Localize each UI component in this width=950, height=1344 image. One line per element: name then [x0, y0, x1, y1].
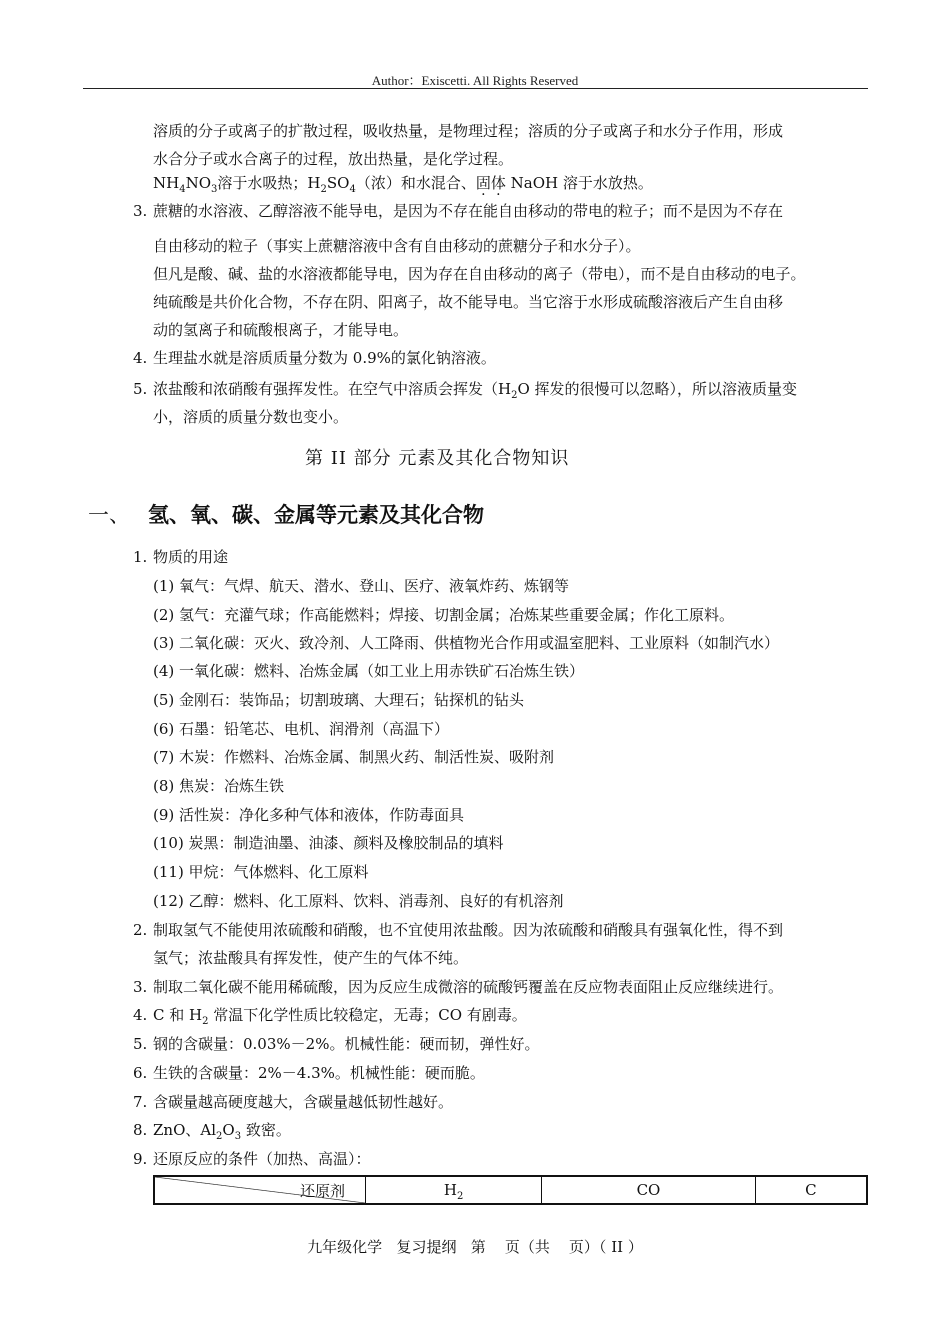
item-number: 9.: [133, 1150, 148, 1168]
page-header: Author：Exiscetti. All Rights Reserved: [371, 73, 579, 88]
paragraph-line: [153, 1120, 291, 1143]
item-number: 5.: [133, 1035, 148, 1053]
text-run: H: [443, 1181, 457, 1199]
list-item: (3) 二氧化碳：灭火、致冷剂、人工降雨、供植物光合作用或温室肥料、工业原料（如制汽水）: [153, 634, 780, 652]
subscript: 2: [216, 1131, 223, 1142]
formula-line: [153, 173, 653, 196]
text-run: （浓）和水混合、: [355, 174, 476, 192]
paragraph-line: 还原反应的条件（加热、高温）：: [153, 1150, 371, 1168]
list-item: (8) 焦炭：冶炼生铁: [153, 777, 285, 795]
list-item: (7) 木炭：作燃料、冶炼金属、制黑火药、制活性炭、吸附剂: [153, 748, 555, 766]
subscript: 2: [202, 1016, 209, 1027]
text-run: NH: [153, 174, 180, 192]
text-run: NO: [185, 174, 212, 192]
reducing-agent-table: [153, 1175, 868, 1205]
paragraph-line: 生铁的含碳量：2%－4.3%。机械性能：硬而脆。: [153, 1064, 485, 1082]
text-run: NaOH 溶于水放热。: [505, 174, 653, 192]
paragraph-line: 自由移动的粒子（事实上蔗糖溶液中含有自由移动的蔗糖分子和水分子）。: [153, 237, 641, 255]
item-number: 2.: [133, 921, 148, 939]
table-header-cell: C: [755, 1176, 867, 1204]
text-run: C 和 H: [153, 1006, 203, 1024]
text-run: 常温下化学性质比较稳定，无毒；CO 有剧毒。: [208, 1006, 527, 1024]
subscript: 2: [511, 390, 518, 401]
subscript: 3: [234, 1131, 242, 1142]
paragraph-line: 制取氢气不能使用浓硫酸和硝酸，也不宜使用浓盐酸。因为浓硫酸和硝酸具有强氧化性，得不到: [153, 921, 784, 939]
table-header-cell: CO: [542, 1176, 755, 1204]
subscript: 2: [456, 1191, 464, 1202]
chapter-heading: [88, 499, 484, 529]
section-title: 第 II 部分 元素及其化合物知识: [305, 448, 570, 469]
text-run: SO: [326, 174, 350, 192]
item-number: 4.: [133, 1006, 148, 1024]
list-item: (9) 活性炭：净化多种气体和液体，作防毒面具: [153, 806, 465, 824]
emphasis-dot-char: 固: [475, 174, 491, 192]
list-item: (2) 氢气：充灌气球；作高能燃料；焊接、切割金属；冶炼某些重要金属；作化工原料。: [153, 606, 735, 624]
list-item: (4) 一氧化碳：燃料、冶炼金属（如工业上用赤铁矿石冶炼生铁）: [153, 662, 585, 680]
table-header-cell: [366, 1176, 542, 1204]
item-number: 8.: [133, 1121, 148, 1139]
paragraph-line: 动的氢离子和硫酸根离子，才能导电。: [153, 321, 409, 339]
list-item: (6) 石墨：铅笔芯、电机、润滑剂（高温下）: [153, 720, 450, 738]
item-number: 3.: [133, 202, 148, 220]
item-number: 5.: [133, 380, 148, 398]
item-number: 4.: [133, 349, 148, 367]
text-run: 致密。: [241, 1121, 291, 1139]
page-footer: 九年级化学 复习提纲 第 页（共 页）（ II ）: [307, 1238, 643, 1256]
paragraph-line: 钢的含碳量：0.03%－2%。机械性能：硬而韧，弹性好。: [153, 1035, 540, 1053]
text-run: 浓盐酸和浓硝酸有强挥发性。在空气中溶质会挥发（H: [153, 380, 512, 398]
text-run: 溶于水吸热；H: [217, 174, 321, 192]
item-number: 7.: [133, 1093, 148, 1111]
paragraph-line: 但凡是酸、碱、盐的水溶液都能导电，因为存在自由移动的离子（带电），而不是自由移动的电子。: [153, 265, 806, 283]
subscript: 2: [320, 184, 327, 195]
list-item: (5) 金刚石：装饰品；切割玻璃、大理石；钻探机的钻头: [153, 691, 525, 709]
item-number: 3.: [133, 978, 148, 996]
subscript: 4: [179, 184, 186, 195]
header-rule: [83, 88, 868, 89]
list-item: (11) 甲烷：气体燃料、化工原料: [153, 863, 369, 881]
paragraph-line: 含碳量越高硬度越大，含碳量越低韧性越好。: [153, 1093, 454, 1111]
paragraph-line: 蔗糖的水溶液、乙醇溶液不能导电，是因为不存在能自由移动的带电的粒子；而不是因为不存在: [153, 202, 784, 220]
heading-number: 一、: [88, 503, 130, 527]
paragraph-line: 生理盐水就是溶质质量分数为 0.9%的氯化钠溶液。: [153, 349, 496, 367]
text-run: ZnO、Al: [153, 1121, 217, 1139]
paragraph-line: 小，溶质的质量分数也变小。: [153, 408, 349, 426]
item-number: 6.: [133, 1064, 148, 1082]
emphasis-dot-char: 体: [490, 174, 506, 192]
table-row: [154, 1176, 867, 1204]
subscript: 3: [211, 184, 218, 195]
list-item: (12) 乙醇：燃料、化工原料、饮料、消毒剂、良好的有机溶剂: [153, 892, 564, 910]
paragraph-line: [153, 1005, 527, 1028]
list-item: (10) 炭黑：制造油墨、油漆、颜料及橡胶制品的填料: [153, 834, 504, 852]
list-item: (1) 氧气：气焊、航天、潜水、登山、医疗、液氧炸药、炼钢等: [153, 577, 570, 595]
paragraph-line: 氢气；浓盐酸具有挥发性，使产生的气体不纯。: [153, 949, 469, 967]
heading-text: 氢、氧、碳、金属等元素及其化合物: [148, 502, 484, 527]
diagonal-header-cell: 还原剂: [154, 1176, 366, 1204]
paragraph-line: 纯硫酸是共价化合物，不存在阴、阳离子，故不能导电。当它溶于水形成硫酸溶液后产生自由移: [153, 293, 784, 311]
list-title: 物质的用途: [153, 548, 229, 566]
item-number: 1.: [133, 548, 148, 566]
subscript: 4: [349, 184, 356, 195]
paragraph-line: 水合分子或水合离子的过程，放出热量，是化学过程。: [153, 150, 514, 168]
paragraph-line: 制取二氧化碳不能用稀硫酸，因为反应生成微溶的硫酸钙覆盖在反应物表面阻止反应继续进行。: [153, 978, 784, 996]
text-run: O 挥发的很慢可以忽略），所以溶液质量变: [517, 380, 798, 398]
paragraph-line: [153, 379, 797, 402]
text-run: O: [222, 1121, 235, 1139]
paragraph-line: 溶质的分子或离子的扩散过程，吸收热量，是物理过程；溶质的分子或离子和水分子作用，形成: [153, 122, 784, 140]
